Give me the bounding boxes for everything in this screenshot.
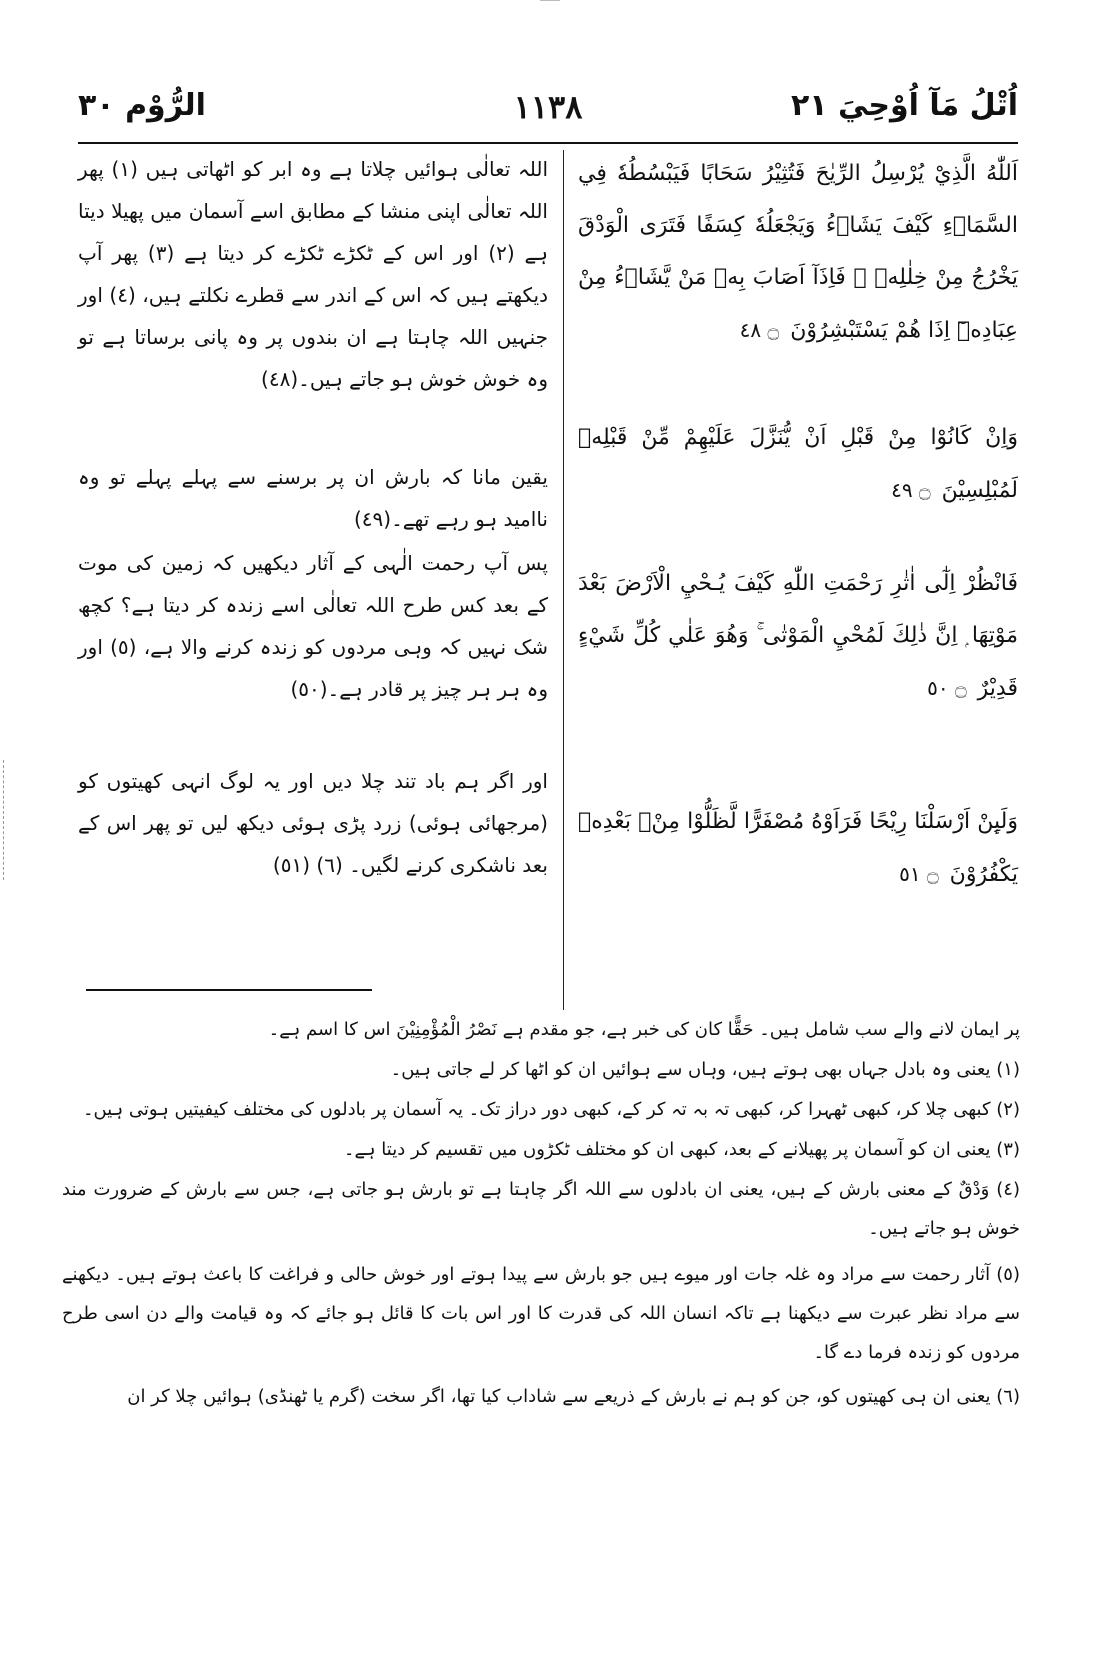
ayah-48: اَللّٰهُ الَّذِيْ يُرْسِلُ الرِّيٰحَ فَتُثِيْرُ سَحَابًا فَيَبْسُطُهٗ فِي السَّمَاۗءِ كَيْفَ يَشَاۗءُ وَيَجْعَلُهٗ كِسَفًا فَتَرَى الْوَدْقَ يَخْرُجُ مِنْ خِلٰلِهٖ ۚ فَاِذَآ اَصَابَ بِهٖ مَنْ يَّشَاۗءُ مِنْ عِبَادِهٖٓ اِذَا هُمْ يَسْتَبْشِرُوْنَ ۝ ٤٨ — [578, 161, 1018, 343]
column-divider — [563, 150, 564, 1010]
page-number: ١١٣٨ — [513, 88, 583, 126]
margin-mark — [3, 760, 4, 880]
translation-48: اللہ تعالٰی ہوائیں چلاتا ہے وہ ابر کو اٹھاتی ہیں (١) پھر اللہ تعالٰی اپنی منشا کے مطابق اسے آسمان میں پھیلا دیتا ہے (٢) اور اس کے ٹکڑے ٹکڑے کر دیتا ہے (٣) پھر آپ دیکھتے ہیں کہ اس کے اندر سے قطرے نکلتے ہیں، (٤) اور جنہیں اللہ چاہتا ہے ان بندوں پر وہ پانی برساتا ہے تو وہ خوش خوش ہو جاتے ہیں۔(٤٨) — [78, 157, 548, 391]
footnotes — [62, 1010, 1020, 1630]
para-title: اُتْلُ مَآ اُوْحِيَ ٢١ — [790, 88, 1018, 123]
ayah-end-marker: ۝ ٥٠ — [927, 676, 967, 700]
translation-50: پس آپ رحمت الٰہی کے آثار دیکھیں کہ زمین کی موت کے بعد کس طرح اللہ تعالٰی اسے زندہ کر دیتا ہے؟ کچھ شک نہیں کہ وہی مردوں کو زندہ کرنے والا ہے، (٥) اور وہ ہر ہر چیز پر قادر ہے۔(٥٠) — [78, 551, 548, 701]
ayah-49: وَاِنْ كَانُوْا مِنْ قَبْلِ اَنْ يُّنَزَّلَ عَلَيْهِمْ مِّنْ قَبْلِهٖ لَمُبْلِسِيْنَ ۝ ٤٩ — [578, 425, 1018, 503]
footnote-3: (٣) یعنی ان کو آسمان پر پھیلانے کے بعد، کبھی ان کو مختلف ٹکڑوں میں تقسیم کر دیتا ہے۔ — [343, 1139, 1020, 1160]
footnote-4: (٤) وَدْقٌ کے معنی بارش کے ہیں، یعنی ان بادلوں سے اللہ اگر چاہتا ہے تو بارش ہو جاتی ہے، جس سے بارش کے ضرورت مند خوش ہو جاتے ہیں۔ — [62, 1179, 1020, 1239]
footnote-continued: پر ایمان لانے والے سب شامل ہیں۔ حَقًّا کان کی خبر ہے، جو مقدم ہے نَصْرُ الْمُؤْمِنِيْنَ اس کا اسم ہے۔ — [268, 1019, 1020, 1040]
page-header — [78, 84, 1018, 134]
arabic-text-column — [578, 148, 1018, 988]
ayah-end-marker: ۝ ٤٩ — [891, 478, 931, 502]
translation-51: اور اگر ہم باد تند چلا دیں اور یہ لوگ انہی کھیتوں کو (مرجھائی ہوئی) زرد پڑی ہوئی دیکھ لیں تو پھر اس کے بعد ناشکری کرنے لگیں۔ (٦) (٥١) — [78, 769, 548, 877]
ayah-end-marker: ۝ ٥١ — [899, 862, 939, 886]
footnote-2: (٢) کبھی چلا کر، کبھی ٹھہرا کر، کبھی تہ بہ تہ کر کے، کبھی دور دراز تک۔ یہ آسمان پر بادلوں کی مختلف کیفیتیں ہوتی ہیں۔ — [82, 1099, 1020, 1120]
translation-49: یقین مانا کہ بارش ان پر برسنے سے پہلے پہلے تو وہ ناامید ہو رہے تھے۔(٤٩) — [78, 465, 548, 531]
footnote-1: (١) یعنی وہ بادل جہاں بھی ہوتے ہیں، وہاں سے ہوائیں ان کو اٹھا کر لے جاتی ہیں۔ — [390, 1059, 1020, 1080]
header-rule — [78, 142, 1018, 144]
footnote-5: (٥) آثار رحمت سے مراد وہ غلہ جات اور میوے ہیں جو بارش سے پیدا ہوتے اور خوش حالی و فراغت کا باعث ہوتے ہیں۔ دیکھنے سے مراد نظر عبرت سے دیکھنا ہے تاکہ انسان اللہ کی قدرت کا اور اس بات کا قائل ہو جائے کہ وہ قیامت والے دن اسی طرح مردوں کو زندہ فرما دے گا۔ — [62, 1264, 1020, 1363]
ayah-50: فَانْظُرْ اِلٰٓى اٰثٰرِ رَحْمَتِ اللّٰهِ كَيْفَ يُـحْيِ الْاَرْضَ بَعْدَ مَوْتِهَا ۭ اِنَّ ذٰلِكَ لَمُحْيِ الْمَوْتٰى ۚ وَهُوَ عَلٰي كُلِّ شَيْءٍ قَدِيْرٌ ۝ ٥٠ — [578, 571, 1018, 701]
top-edge-mark — [540, 0, 560, 1]
ayah-51: وَلَىِٕنْ اَرْسَلْنَا رِيْحًا فَرَاَوْهُ مُصْفَرًّا لَّظَلُّوْا مِنْۢ بَعْدِهٖ يَكْفُرُوْنَ ۝ ٥١ — [578, 809, 1018, 887]
urdu-translation-column — [78, 148, 548, 988]
surah-title: الرُّوْم ٣٠ — [78, 88, 206, 123]
footnote-rule — [86, 989, 372, 991]
footnote-6: (٦) یعنی ان ہی کھیتوں کو، جن کو ہم نے بارش کے ذریعے سے شاداب کیا تھا، اگر سخت (گرم یا ٹھنڈی) ہوائیں چلا کر ان — [127, 1386, 1020, 1407]
ayah-end-marker: ۝ ٤٨ — [739, 318, 780, 342]
